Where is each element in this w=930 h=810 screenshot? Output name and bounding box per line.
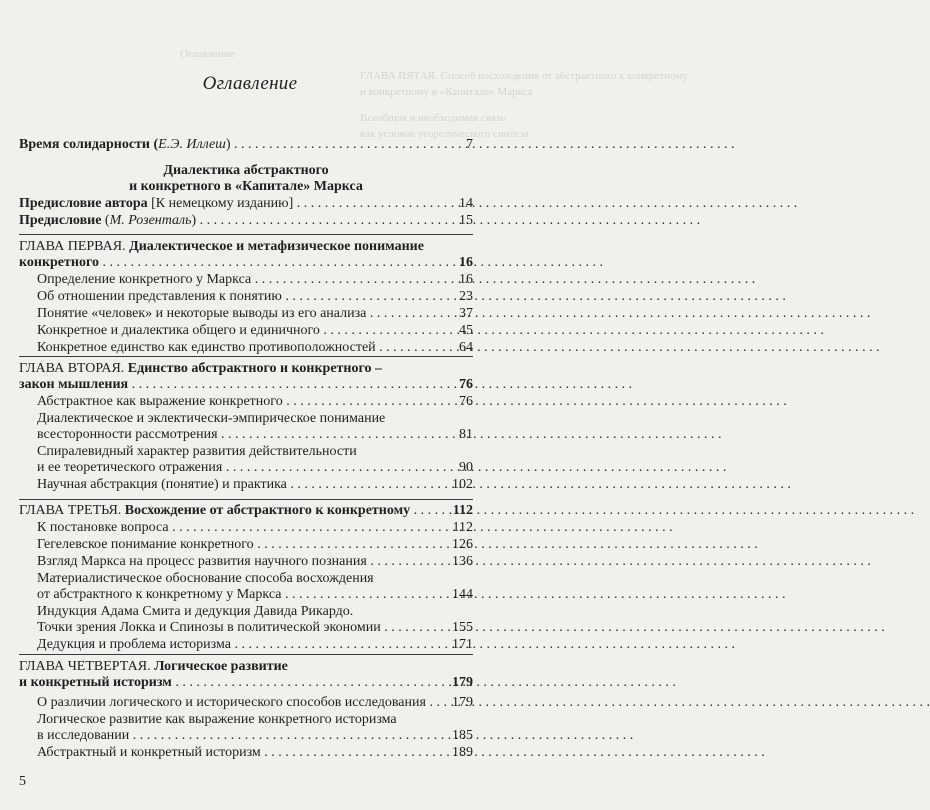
- chapter-3-title: Восхождение от абстрактного к конкретному: [124, 503, 411, 518]
- chapter-1-title: Диалектическое и метафизическое понимание: [129, 239, 424, 254]
- page-number: 5: [19, 774, 26, 789]
- book-title-line1: Диалектика абстрактного: [163, 163, 329, 178]
- section-page: 185: [452, 728, 473, 743]
- section-text: всесторонности рассмотрения: [37, 427, 218, 442]
- chapter-2: [19, 361, 473, 393]
- chapter-3-sections: [37, 520, 473, 653]
- chapter-3: [19, 503, 473, 519]
- section-page: 144: [452, 587, 473, 602]
- page-title: Оглавление: [202, 73, 298, 94]
- section-text: Спиралевидный характер развития действительности: [37, 444, 357, 459]
- book-title-line2: и конкретного в «Капитале» Маркса: [129, 179, 363, 194]
- toc-intro: [19, 137, 473, 153]
- section-text: Логическое развитие как выражение конкретного историзма: [37, 712, 397, 727]
- section-page: 189: [452, 745, 473, 760]
- section-page: 126: [452, 537, 473, 552]
- divider: [19, 356, 473, 357]
- section-text: Абстрактный и конкретный историзм: [37, 745, 261, 760]
- chapter-3-page: 112: [452, 503, 473, 518]
- preface-author-note: [К немецкому изданию]: [147, 196, 294, 211]
- preface-author-entry: [19, 196, 473, 212]
- section-text: К постановке вопроса: [37, 520, 169, 535]
- section-text: и ее теоретического отражения: [37, 460, 223, 475]
- section-page: 45: [459, 323, 473, 338]
- preface-editor-paren-open: (: [101, 213, 110, 228]
- preface-author-label: Предисловие автора: [19, 196, 148, 211]
- chapter-1-sections: [37, 272, 473, 356]
- section-text: Понятие «человек» и некоторые выводы из его анализа: [37, 306, 367, 321]
- section-page: 37: [459, 306, 473, 321]
- chapter-2-title-cont: закон мышления: [19, 377, 129, 392]
- section-text: от абстрактного к конкретному у Маркса: [37, 587, 282, 602]
- section-page: 179: [452, 695, 473, 710]
- section-text: Материалистическое обоснование способа восхождения: [37, 571, 374, 586]
- section-page: 136: [452, 554, 473, 569]
- intro-page: 7: [466, 137, 473, 152]
- chapter-4-title: Логическое развитие: [154, 659, 288, 674]
- chapter-3-label: ГЛАВА ТРЕТЬЯ.: [19, 503, 125, 518]
- preface-editor-paren-close: ): [191, 213, 197, 228]
- chapter-1-page: 16: [459, 255, 473, 270]
- section-text: Абстрактное как выражение конкретного: [37, 394, 283, 409]
- chapter-4: [19, 659, 473, 691]
- section-text: Гегелевское понимание конкретного: [37, 537, 254, 552]
- chapter-2-sections: [37, 394, 473, 493]
- section-text: Научная абстракция (понятие) и практика: [37, 477, 287, 492]
- section-page: 102: [452, 477, 473, 492]
- intro-suffix: ): [225, 137, 231, 152]
- section-text: Индукция Адама Смита и дедукция Давида Рикардо.: [37, 604, 354, 619]
- chapter-2-title: Единство абстрактного и конкретного –: [127, 361, 383, 376]
- section-text: Взгляд Маркса на процесс развития научного познания: [37, 554, 367, 569]
- preface-author-page: 14: [459, 196, 473, 211]
- book-title: [19, 163, 473, 195]
- section-page: 171: [452, 637, 473, 652]
- preface-editor-label: Предисловие: [19, 213, 102, 228]
- section-text: Конкретное и диалектика общего и единичного: [37, 323, 320, 338]
- section-page: 64: [459, 340, 473, 355]
- intro-author: Е.Э. Иллеш: [158, 137, 226, 152]
- bleed-through-text: Оглавление ГЛАВА ПЯТАЯ. Способ восхождения от абстрактного к конкретному и конкретному в «Капитале» Маркса Всеобщая и необходимая связь как условие теоретического синтеза: [180, 48, 688, 140]
- section-page: 112: [452, 520, 473, 535]
- section-page: 23: [459, 289, 473, 304]
- chapter-2-label: ГЛАВА ВТОРАЯ.: [19, 361, 128, 376]
- preface-editor-entry: [19, 213, 473, 229]
- chapter-4-sections: [37, 695, 473, 761]
- preface-editor-page: 15: [459, 213, 473, 228]
- section-page: 81: [459, 427, 473, 442]
- section-page: 155: [452, 620, 473, 635]
- chapter-1-title-cont: конкретного: [19, 255, 99, 270]
- section-page: 76: [459, 394, 473, 409]
- section-text: Об отношении представления к понятию: [37, 289, 282, 304]
- divider: [19, 499, 473, 500]
- section-text: Дедукция и проблема историзма: [37, 637, 231, 652]
- section-text: Точки зрения Локка и Спинозы в политической экономии: [37, 620, 381, 635]
- section-text: в исследовании: [37, 728, 130, 743]
- divider: [19, 654, 473, 655]
- chapter-4-page: 179: [452, 675, 473, 690]
- chapter-2-page: 76: [459, 377, 473, 392]
- preface-editor-author: М. Розенталь: [109, 213, 192, 228]
- section-text: О различии логического и исторического способов исследования: [37, 695, 426, 710]
- section-text: Диалектическое и эклектически-эмпирическое понимание: [37, 411, 386, 426]
- chapter-1: [19, 239, 473, 271]
- intro-label: Время солидарности (: [19, 137, 159, 152]
- section-text: Конкретное единство как единство противоположностей: [37, 340, 376, 355]
- section-text: Определение конкретного у Маркса: [37, 272, 252, 287]
- chapter-4-label: ГЛАВА ЧЕТВЕРТАЯ.: [19, 659, 155, 674]
- divider: [19, 234, 473, 235]
- chapter-1-label: ГЛАВА ПЕРВАЯ.: [19, 239, 130, 254]
- chapter-4-title-cont: и конкретный историзм: [19, 675, 172, 690]
- section-page: 90: [459, 460, 473, 475]
- section-page: 16: [459, 272, 473, 287]
